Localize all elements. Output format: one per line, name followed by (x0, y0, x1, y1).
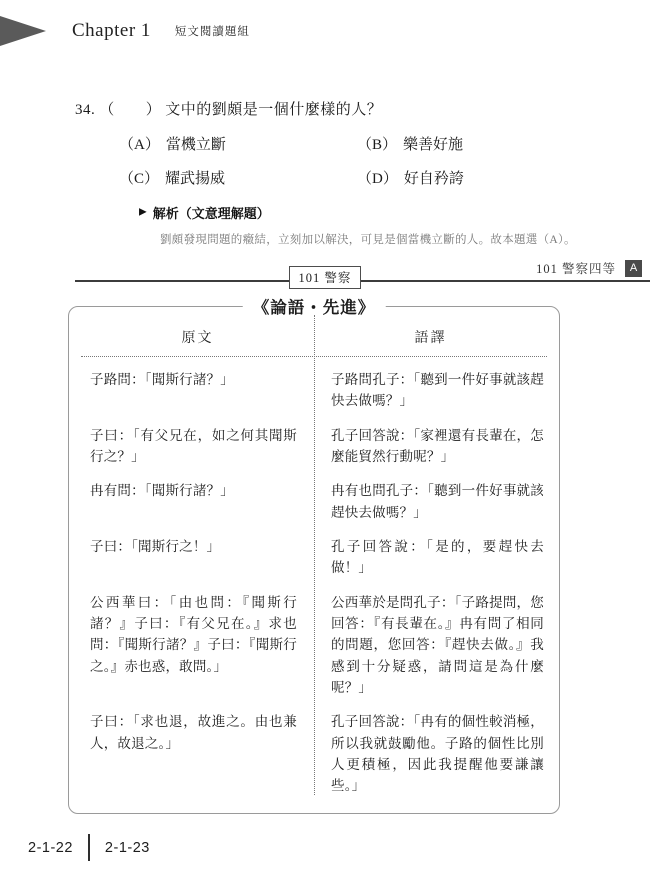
option-b (357, 133, 650, 154)
option-d-text: 好自矜誇 (403, 171, 464, 187)
analysis-heading (139, 203, 650, 222)
question-line (75, 98, 650, 119)
option-c (119, 167, 357, 188)
column-header-original: 原文 (181, 331, 214, 346)
page-number-left: 2-1-22 (28, 839, 73, 856)
answer-badge: A (625, 260, 642, 277)
chapter-title: Chapter 1 (72, 20, 151, 41)
original-paragraph: 冉有問：「聞斯行諸？」 (90, 483, 234, 499)
question-text: 文中的劉頗是一個什麼樣的人？ (165, 102, 383, 118)
column-header-translation: 語譯 (414, 331, 447, 346)
original-paragraph: 子曰：「聞斯行之！」 (90, 538, 221, 554)
original-paragraph: 子曰：「求也退，故進之。由也兼人，故退之。」 (90, 714, 297, 751)
options-grid (119, 133, 650, 188)
translation-paragraph: 孔子回答說：「是的，要趕快去做！」 (331, 538, 544, 576)
exam-tag: 101 警察 (289, 266, 362, 289)
passage-title: 《論語・先進》 (243, 294, 386, 318)
question-number: 34. (75, 102, 96, 118)
option-d-label: （D） (357, 171, 398, 187)
translation-paragraph: 子路問孔子：「聽到一件好事就該趕快去做嗎？」 (331, 372, 544, 409)
column-divider (314, 315, 315, 795)
answer-bracket: （ ） (99, 102, 162, 118)
option-a-label: （A） (119, 137, 160, 153)
option-a-text: 當機立斷 (165, 137, 226, 153)
original-paragraph: 子曰：「有父兄在，如之何其聞斯行之？」 (90, 427, 297, 464)
option-d (357, 167, 650, 188)
analysis-title-text: 解析（文意理解題） (152, 206, 270, 221)
translation-paragraph: 孔子回答說：「家裡還有長輩在，怎麼能貿然行動呢？」 (331, 427, 544, 464)
option-b-label: （B） (357, 137, 398, 153)
option-b-text: 樂善好施 (403, 137, 464, 153)
translation-paragraph: 公西華於是問孔子：「子路提問，您回答：『有長輩在。』冉有問了相同的問題，您回答：『趕快去做。』我感到十分疑惑，請問這是為什麼呢？」 (331, 594, 544, 695)
translation-paragraph: 孔子回答說：「冉有的個性較消極，所以我就鼓勵他。子路的個性比別人更積極，因此我提醒他要謙讓些。」 (331, 714, 544, 794)
page-footer (28, 834, 150, 861)
question-block (75, 98, 650, 282)
section-title: 短文閱讀題組 (174, 26, 250, 38)
passage-table (68, 298, 560, 814)
analysis-body: 劉頗發現問題的癥結，立刻加以解決，可見是個當機立斷的人。故本題選（A）。 (160, 234, 576, 246)
original-paragraph: 子路問：「聞斯行諸？」 (90, 372, 234, 387)
page-number-right: 2-1-23 (104, 839, 150, 856)
analysis-block (139, 203, 650, 247)
translation-paragraph: 冉有也問孔子：「聽到一件好事就該趕快去做嗎？」 (331, 483, 544, 520)
chapter-header (0, 16, 250, 46)
footer-divider (88, 834, 90, 861)
exam-tag-wrap (0, 266, 650, 289)
analysis-marker-icon: ▶ (139, 206, 147, 218)
option-c-label: （C） (119, 171, 160, 187)
chapter-arrow-icon (0, 16, 46, 46)
option-a (119, 133, 357, 154)
exam-source: 101 警察四等 (536, 262, 616, 276)
original-paragraph: 公西華曰：「由也問：『聞斯行諸？』子曰：『有父兄在。』求也問：『聞斯行諸？』子曰：『聞斯行之。』赤也惑，敢問。」 (90, 594, 297, 674)
option-c-text: 耀武揚威 (165, 171, 226, 187)
